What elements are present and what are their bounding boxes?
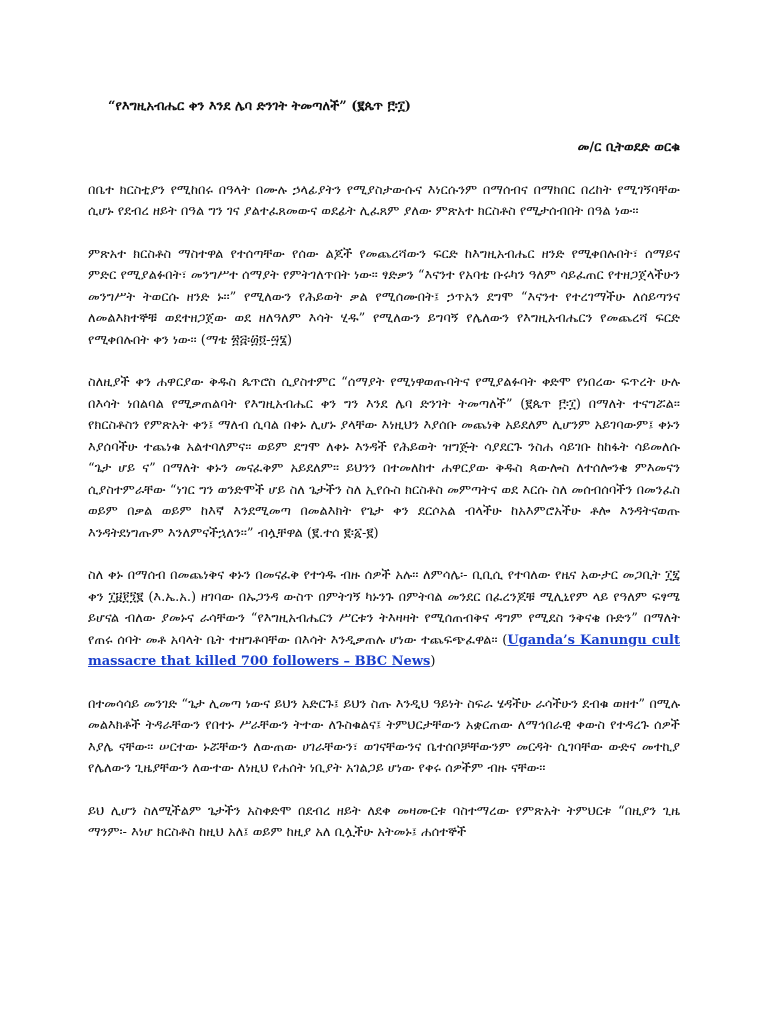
paragraph-4-text: ስለ ቀኑ በማሰብ በመጨነቅና ቀኑን በመናፈቅ የተጎዱ ብዙ ሰዎች አሉ፡፡ ለምሳሌ፡- ቢቢሲ የተባለው የዜና አውታር መጋቢት ፲፯ ቀን ፲፱፻፺፪ (እ.ኤ.አ.) ዘገባው በኡጋንዳ ውስጥ በምትገኝ ካኑንጉ በምትባል መንደር በፈረንጆቹ ሚሊኒየም ላይ የዓለም ፍፃሜ ይሆናል ብለው ያመኑና ራሳቸውን “የእግዚአብሔርን ሥርቱን ትእዛዛት የሚሰጠብቅና ዳግም የሚደስ ንቅናቄ ቡድን” በማለት የጠሩ ሰባት መቶ አባላት ቤት ተዘግቶባቸው በእሳት እንዲቃጠሉ ሆነው ተጨፍጭፈዋል፡፡	[88, 568, 680, 648]
paragraph-4: ስለ ቀኑ በማሰብ በመጨነቅና ቀኑን በመናፈቅ የተጎዱ ብዙ ሰዎች አሉ፡፡ ለምሳሌ፡- ቢቢሲ የተባለው የዜና አውታር መጋቢት ፲፯ ቀን ፲፱፻፺፪ (እ.ኤ.አ.) ዘገባው በኡጋንዳ ውስጥ በምትገኝ ካኑንጉ በምትባል መንደር በፈረንጆቹ ሚሊኒየም ላይ የዓለም ፍፃሜ ይሆናል ብለው ያመኑና ራሳቸውን “የእግዚአብሔርን ሥርቱን ትእዛዛት የሚሰጠብቅና ዳግም የሚደስ ንቅናቄ ቡድን” በማለት የጠሩ ሰባት መቶ አባላት ቤት ተዘግቶባቸው በእሳት እንዲቃጠሉ ሆነው ተጨፍጭፈዋል፡፡ (Uganda’s Kanungu cult massacre that killed 700 followers – BBC News)	[88, 568, 680, 669]
document-body	[88, 96, 680, 865]
paragraph-1: በቤተ ክርስቲያን የሚከበሩ በዓላት በሙሉ ኃላፊያትን የሚያስታውሱና እነርሱንም በማሰብና በማክበር በረከት የሚገኝባቸው ሲሆኑ የደብረ ዘይት በዓል ግን ገና ያልተፈጸመውና ወደፊት ሊፈጸም ያለው ምጽአተ ክርስቶስ የሚታሰብበት በዓል ነው፡፡	[88, 182, 680, 219]
paragraph-6: ይህ ሊሆን ስለሚችልም ጌታችን አስቀድሞ በደብረ ዘይት ለደቀ መዛሙርቱ ባስተማረው የምጽአት ትምህርቱ “በዚያን ጊዜ ማንም፡- እነሆ ክርስቶስ ከዚህ አለ፤ ወይም ከዚያ አለ ቢሏችሁ አትመኑ፤ ሐሰተኞች	[88, 803, 680, 840]
paragraph-3: ስለዚያች ቀን ሐዋርያው ቅዱስ ጴጥሮስ ሲያስተምር “ሰማያት የሚነዋወጡባትና የሚያልፉባት ቀድሞ የነበረው ፍጥረት ሁሉ በእሳት ነበልባል የሚቃጠልባት የእግዚአብሔር ቀን ግን እንደ ሌባ ድንገት ትመጣለች” (፪ጴጥ ፫፡፲) በማለት ተናግሯል፡፡ የክርስቶስን የምጽአት ቀን፤ ማለብ ሲባል በቀኑ ሊሆኑ ያላቸው እነዚህን እያሰቡ መጨነቅ አይደለም ሊሆንም አይገባውም፤ ቀኑን እያሰባችሁ ተጨነቁ አልተባለምና፡፡ ወይም ደግሞ ለቀኑ እንዳች የሕይወት ዝግጅት ሳያደርጉ ንስሐ ሳይገቡ ከከፋት ሳይመለሱ “ጌታ ሆይ ና” በማለት ቀኑን መናፈቅም አይደለም፡፡ ይህንን በተመለከተ ሐዋርያው ቅዱስ ጳውሎስ ለተሰሎንቄ ምእመናን ሲያስተምራቸው “ነገር ግን ወንድሞች ሆይ ስለ ጌታችን ስለ ኢየሱስ ክርስቶስ መምጣትና ወደ እርሱ ስለ መሰብሰባችን በመንፈስ ወይም በቃል ወይም ከእኛ እንደሚመጣ በመልእክት የጌታ ቀን ደርሶአል ብላችሁ ከአእምሮአችሁ ቶሎ እንዳትናወጡ እንዳትደነግጡም እንለምናችኋለን፡፡” ብሏቸዋል (፪.ተሰ ፪፡፩-፪)	[88, 375, 680, 541]
paragraph-5: በተመሳሳይ መንገድ “ጌታ ሊመጣ ነውና ይህን አድርጉ፤ ይህን ስጡ እንዲህ ዓይነት ስፍራ ሄዳችሁ ራሳችሁን ደብቁ ወዘተ” በሚሉ መልእክቶች ትዳራቸውን የበተኑ ሥራቸውን ትተው ለጉስቁልና፤ ትምህርታቸውን አቋርጠው ለማኅበራዊ ቀውስ የተዳረጉ ሰዎች እያሌ ናቸው፡፡ ሠርተው ኑሯቸውን ለውጠው ሀገራቸውን፣ ወገናቸውንና ቤተሰቦቻቸውንም መርዳት ሲገባቸው ውድና መተኪያ የሌለውን ጊዜያቸውን ለውተው ለነዚህ የሐሰት ነቢያት አገልጋይ ሆነው የቀሩ ሰዎችም ብዙ ናቸው፡፡	[88, 696, 680, 776]
paragraph-2: ምጽአተ ክርስቶስ ማስተዋል የተሰጣቸው የሰው ልጆች የመጨረሻውን ፍርድ ከእግዚአብሔር ዘንድ የሚቀበሉበት፣ ሰማይና ምድር የሚያልፉበት፣ መንግሥተ ሰማያት የምትገለጥበት ነው፡፡ ፃድቃን “እናንተ የአባቴ ቡሩካን ዓለም ሳይፈጠር የተዘጋጀላችሁን መንግሥት ትወርሱ ዘንድ ኑ፡፡” የሚለውን የሕይወት ቃል የሚሰሙበት፤ ኃጥአን ደግሞ “እናንተ የተረገማችሁ ለሰይጣንና ለመልእክተኞቹ ወደተዘጋጀው ወደ ዘለዓለም እሳት ሂዱ” የሚለውን ይግባኝ የሌለውን የእግዚአብሔርን የመጨረሻ ፍርድ የሚቀበሉበት ቀን ነው፡፡ (ማቴ ፳፭፡፴፬-፵፮)	[88, 246, 680, 348]
bbc-news-link[interactable]: Uganda’s Kanungu cult massacre that killed 700 followers – BBC News	[88, 632, 680, 669]
link-close-paren: )	[430, 654, 436, 669]
document-title: “የእግዚአብሔር ቀን እንደ ሌባ ድንገት ትመጣለች” (፪ጴጥ ፫፡፲)	[108, 99, 411, 114]
author-line: መ/ር ቢትወደድ ወርቁ	[577, 140, 680, 155]
